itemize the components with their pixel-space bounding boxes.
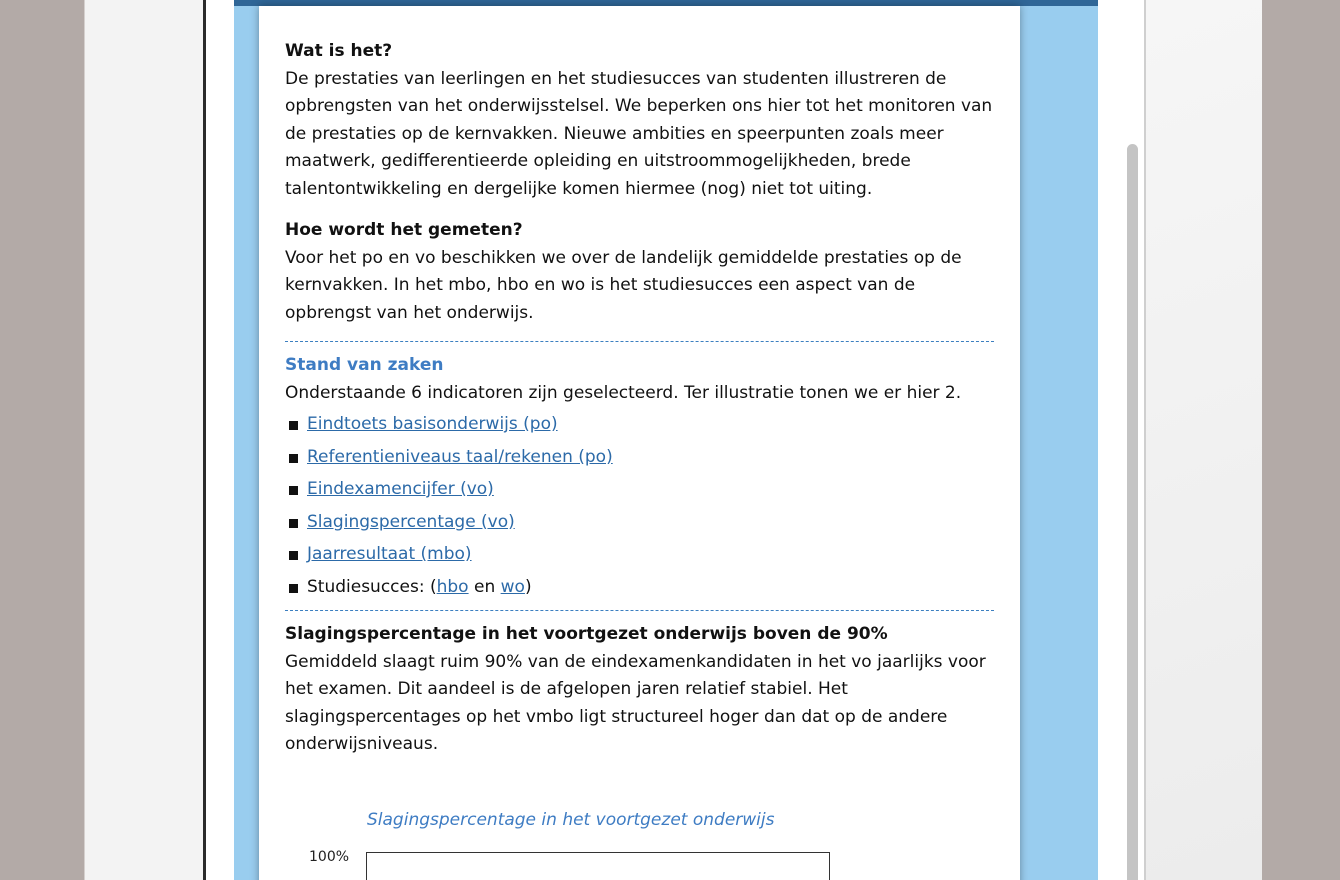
section-text-wat: De prestaties van leerlingen en het studiesucces van studenten illustreren de opbrengsten van het onderwijsstelsel. We beperken ons hier tot het monitoren van de prestaties op de kernvakken. Nieuwe ambities en speerpunten zoals meer maatwerk, gedifferentieerde opleiding en uitstroommogelijkheden, brede talentontwikkeling en dergelijke komen hiermee (nog) niet tot uiting. — [285, 68, 993, 199]
dashed-divider — [285, 610, 994, 611]
content-card — [259, 6, 1020, 880]
section-slaging — [285, 621, 994, 759]
list-item — [285, 509, 994, 542]
link-referentieniveaus[interactable]: Referentieniveaus taal/rekenen (po) — [307, 446, 613, 467]
list-item — [285, 476, 994, 509]
dashed-divider — [285, 341, 994, 342]
studiesucces-middle: en — [468, 576, 501, 597]
studiesucces-prefix: Studiesucces: ( — [307, 576, 437, 597]
chart-area — [285, 834, 994, 880]
stand-title: Stand van zaken — [285, 355, 444, 375]
slaging-text: Gemiddeld slaagt ruim 90% van de eindexamenkandidaten in het vo jaarlijks voor het examen. Dit aandeel is de afgelopen jaren relatief stabiel. Het slagingspercentages op het vmbo ligt structureel hoger dan dat op de andere onderwijsniveaus. — [285, 651, 986, 754]
chart-title: Slagingspercentage in het voortgezet onderwijs — [367, 809, 775, 830]
content-panel — [234, 0, 1098, 880]
scrollbar-thumb[interactable] — [1127, 144, 1138, 880]
list-item — [285, 541, 994, 574]
list-item — [285, 574, 994, 607]
stand-intro: Onderstaande 6 indicatoren zijn geselecteerd. Ter illustratie tonen we er hier 2. — [285, 382, 962, 403]
section-text-hoe: Voor het po en vo beschikken we over de landelijk gemiddelde prestaties op de kernvakken. In het mbo, hbo en wo is het studiesucces een aspect van de opbrengst van het onderwijs. — [285, 247, 962, 323]
link-wo[interactable]: wo — [500, 576, 525, 597]
studiesucces-suffix: ) — [524, 576, 532, 597]
y-tick-label: 100% — [309, 849, 350, 865]
chart-plot-area — [366, 852, 830, 880]
section-wat — [285, 38, 994, 203]
bullet-icon — [289, 519, 298, 528]
link-slagingspercentage[interactable]: Slagingspercentage (vo) — [307, 511, 515, 532]
indicator-list — [285, 411, 994, 606]
bullet-icon — [289, 454, 298, 463]
slaging-title: Slagingspercentage in het voortgezet onderwijs boven de 90% — [285, 624, 888, 644]
list-item — [285, 411, 994, 444]
bullet-icon — [289, 421, 298, 430]
link-hbo[interactable]: hbo — [436, 576, 469, 597]
screen — [203, 0, 1146, 880]
bullet-icon — [289, 551, 298, 560]
section-title-wat: Wat is het? — [285, 41, 393, 61]
section-stand — [285, 352, 994, 606]
link-eindexamencijfer[interactable]: Eindexamencijfer (vo) — [307, 479, 494, 499]
bullet-icon — [289, 584, 298, 593]
device-bezel — [1145, 0, 1262, 880]
bullet-icon — [289, 486, 298, 495]
link-eindtoets[interactable]: Eindtoets basisonderwijs (po) — [307, 414, 558, 434]
list-item — [285, 444, 994, 477]
section-title-hoe: Hoe wordt het gemeten? — [285, 220, 523, 240]
section-hoe — [285, 217, 994, 327]
link-jaarresultaat[interactable]: Jaarresultaat (mbo) — [307, 544, 472, 564]
